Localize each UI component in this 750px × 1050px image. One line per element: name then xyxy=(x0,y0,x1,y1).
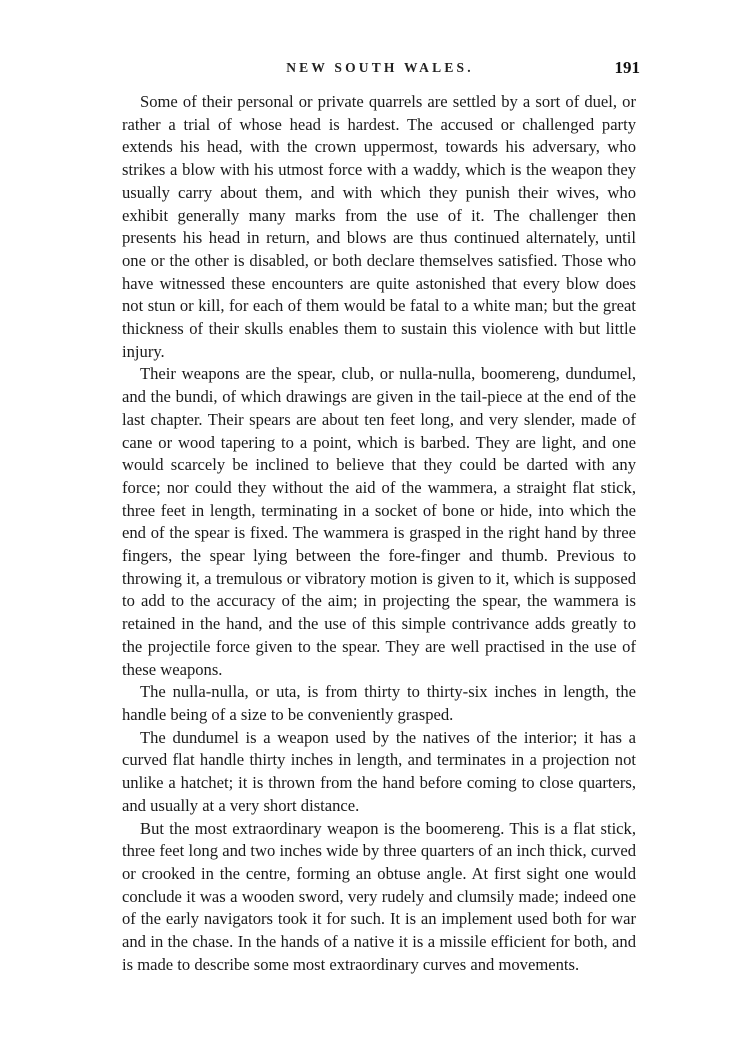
body-text xyxy=(122,91,636,976)
running-title: NEW SOUTH WALES. xyxy=(286,60,474,75)
paragraph-boomereng: But the most extraordinary weapon is the boomereng. This is a flat stick, three feet long and two inches wide by three quarters of an inch thick, curved or crooked in the centre, forming an obtuse angle. At first sight one would conclude it was a wooden sword, very rudely and clumsily made; indeed one of the early navigators took it for such. It is an implement used both for war and in the chase. In the hands of a native it is a missile efficient for both, and is made to describe some most extraordinary curves and movements. xyxy=(122,818,636,974)
paragraph-weapons-spear: Their weapons are the spear, club, or nulla-nulla, boomereng, dundumel, and the bundi, of which drawings are given in the tail-piece at the end of the last chapter. Their spears are about ten feet long, and very slender, made of cane or wood tapering to a point, which is barbed. They are light, and one would scarcely be inclined to believe that they could be darted with any force; nor could they without the aid of the wammera, a straight flat stick, three feet in length, terminating in a socket of bone or hide, into which the end of the spear is fixed. The wammera is grasped in the right hand by three fingers, the spear lying between the fore-finger and thumb. Previous to throwing it, a tremulous or vibratory motion is given to it, which is supposed to add to the accuracy of the aim; in projecting the spear, the wammera is retained in the hand, and the use of this simple contrivance adds greatly to the projectile force given to the spear. They are well practised in the use of these weapons. xyxy=(122,364,636,679)
page-number: 191 xyxy=(614,58,640,77)
paragraph-duel-quarrels: Some of their personal or private quarrels are settled by a sort of duel, or rather a trial of whose head is hardest. The accused or challenged party extends his head, with the crown uppermost, towards his adversary, who strikes a blow with his utmost force with a waddy, which is the weapon they usually carry about them, and with which they punish their wives, who exhibit generally many marks from the use of it. The challenger then presents his head in return, and blows are thus continued alternately, until one or the other is disabled, or both declare themselves satisfied. Those who have witnessed these encounters are quite astonished that every blow does not stun or kill, for each of them would be fatal to a white man; but the great thickness of their skulls enables them to sustain this violence with but little injury. xyxy=(122,92,636,361)
paragraph-nulla-nulla: The nulla-nulla, or uta, is from thirty to thirty-six inches in length, the handle being of a size to be conveniently grasped. xyxy=(122,682,636,724)
running-head xyxy=(120,60,640,88)
paragraph-dundumel: The dundumel is a weapon used by the natives of the interior; it has a curved flat handle thirty inches in length, and terminates in a projection not unlike a hatchet; it is thrown from the hand before coming to close quarters, and usually at a very short distance. xyxy=(122,727,636,815)
